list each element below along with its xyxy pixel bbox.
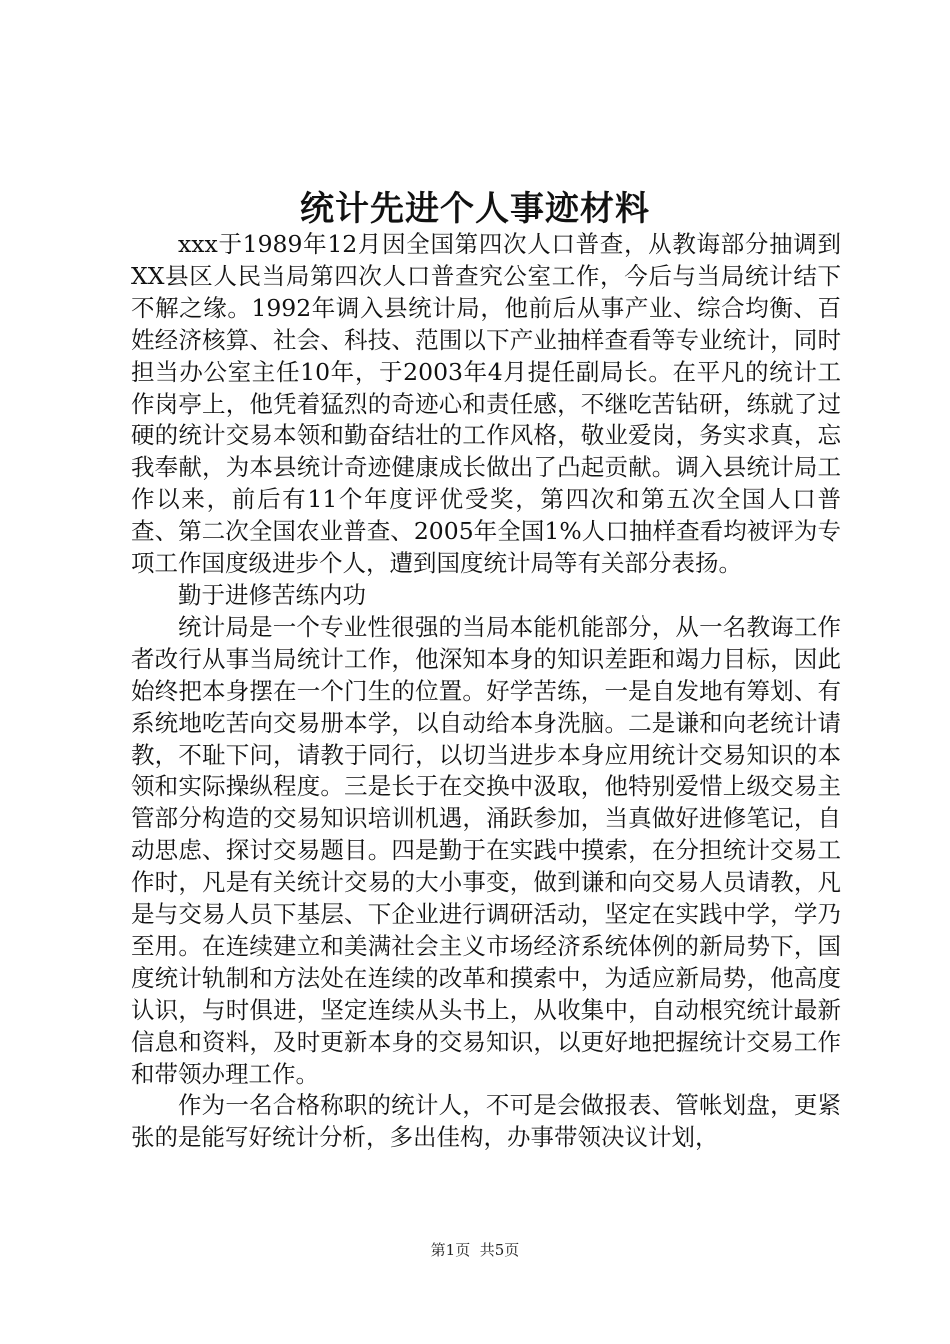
- section-heading: 勤于进修苦练内功: [178, 580, 366, 609]
- page-footer: [0, 1240, 950, 1260]
- paragraph-study: 统计局是一个专业性很强的当局本能机能部分，从一名教诲工作者改行从事当局统计工作，他深知本身的知识差距和竭力目标，因此始终把本身摆在一个门生的位置。好学苦练，一是自发地有筹划、有系统地吃苦向交易册本学，以自动给本身洗脑。二是谦和向老统计请教，不耻下问，请教于同行，以切当进步本身应用统计交易知识的本领和实际操纵程度。三是长于在交换中汲取，他特别爱惜上级交易主管部分构造的交易知识培训机遇，涌跃参加，当真做好进修笔记，自动思虑、探讨交易题目。四是勤于在实践中摸索，在分担统计交易工作时，凡是有关统计交易的大小事变，做到谦和向交易人员请教，凡是与交易人员下基层、下企业进行调研活动，坚定在实践中学，学乃至用。在连续建立和美满社会主义市场经济系统体例的新局势下，国度统计轨制和方法处在连续的改革和摸索中，为适应新局势，他高度认识，与时俱进，坚定连续从头书上，从收集中，自动根究统计最新信息和资料，及时更新本身的交易知识，以更好地把握统计交易工作和带领办理工作。: [131, 612, 841, 1088]
- footer-separator: [470, 1241, 480, 1259]
- page-number: 第1页: [430, 1241, 471, 1259]
- paragraph-intro: xxx于1989年12月因全国第四次人口普查，从教诲部分抽调到XX县区人民当局第四次人口普查究公室工作，今后与当局统计结下不解之缘。1992年调入县统计局，他前后从事产业、综合均衡、百姓经济核算、社会、科技、范围以下产业抽样查看等专业统计，同时担当办公室主任10年，于2003年4月提任副局长。在平凡的统计工作岗亭上，他凭着猛烈的奇迹心和责任感，不继吃苦钻研，练就了过硬的统计交易本领和勤奋结壮的工作风格，敬业爱岗，务实求真，忘我奉献，为本县统计奇迹健康成长做出了凸起贡献。调入县统计局工作以来，前后有11个年度评优受奖，第四次和第五次全国人口普查、第二次全国农业普查、2005年全国1%人口抽样查看均被评为专项工作国度级进步个人，遭到国度统计局等有关部分表扬。: [131, 230, 841, 578]
- paragraph-analysis: 作为一名合格称职的统计人，不可是会做报表、管帐划盘，更紧张的是能写好统计分析，多出佳构，办事带领决议计划，: [131, 1091, 841, 1152]
- document-body: [131, 229, 841, 1154]
- document-title: 统计先进个人事迹材料: [300, 189, 650, 229]
- page-total: 共5页: [479, 1241, 520, 1259]
